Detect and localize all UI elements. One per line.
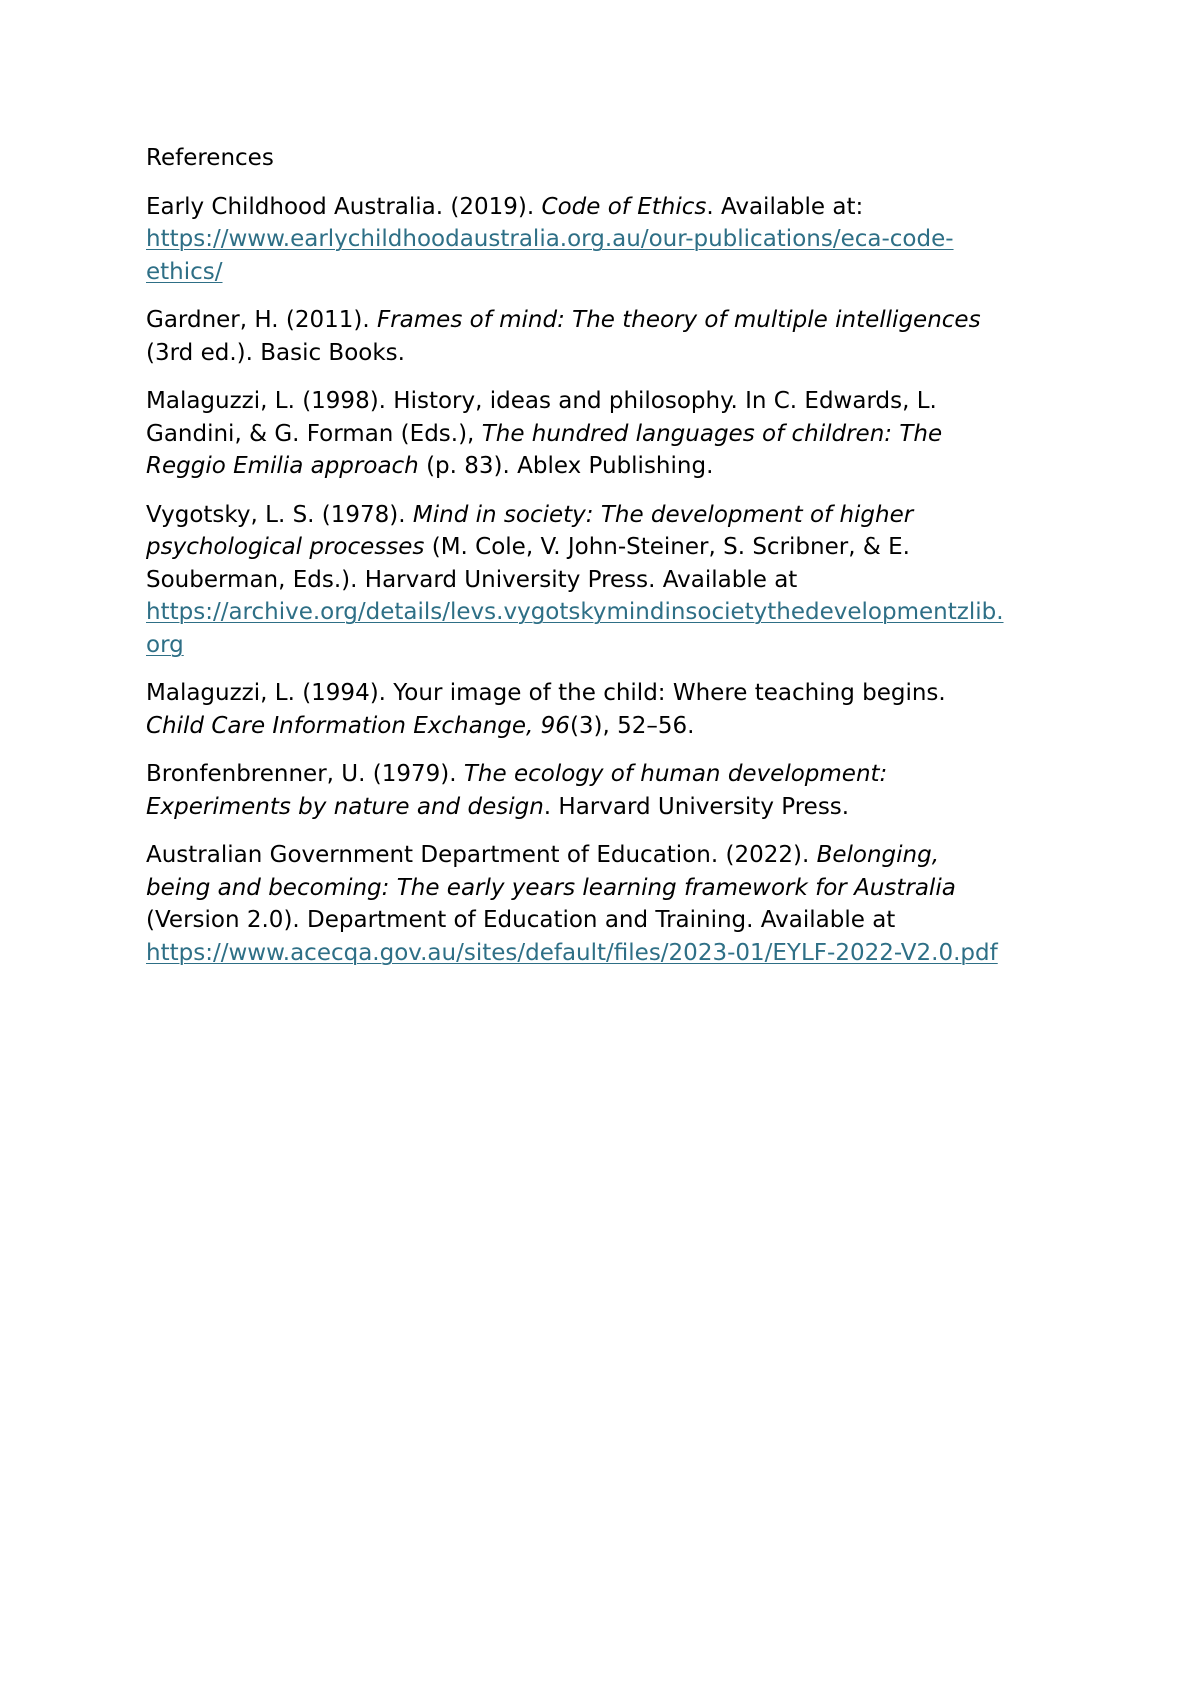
reference-title-italic: psychological processes	[146, 534, 425, 560]
reference-line	[146, 418, 1076, 451]
reference-text: Bronfenbrenner, U. (1979).	[146, 761, 464, 787]
reference-text: Vygotsky, L. S. (1978).	[146, 501, 413, 528]
reference-line	[146, 596, 1076, 629]
reference-entry	[146, 385, 1076, 483]
reference-entry	[146, 758, 1076, 823]
reference-link[interactable]: https://www.acecqa.gov.au/sites/default/files/2023-01/EYLF-2022-V2.0.pdf	[146, 939, 998, 966]
reference-entry	[146, 499, 1076, 662]
reference-text: Early Childhood Australia. (2019).	[146, 193, 542, 220]
reference-line	[146, 839, 1076, 872]
reference-line	[146, 499, 1076, 532]
reference-line	[146, 256, 1076, 289]
reference-line	[146, 677, 1076, 710]
reference-line	[146, 564, 1076, 597]
reference-line	[146, 385, 1076, 418]
reference-line	[146, 791, 1076, 824]
reference-title-italic: The hundred languages of children: The	[481, 420, 943, 447]
reference-title-italic: Reggio Emilia approach	[146, 453, 419, 479]
reference-text: Gandini, & G. Forman (Eds.),	[146, 420, 482, 447]
reference-entry	[146, 677, 1076, 742]
reference-title-italic: Child Care Information Exchange, 96	[146, 712, 570, 739]
reference-title-italic: being and becoming: The early years learning framework for Australia	[146, 874, 956, 901]
reference-text: (M. Cole, V. John-Steiner, S. Scribner, & E.	[424, 534, 910, 560]
reference-title-italic: Belonging,	[816, 842, 940, 868]
reference-text: Malaguzzi, L. (1994). Your image of the child: Where teaching begins.	[146, 680, 946, 706]
reference-text: (Version 2.0). Department of Education and Training. Available at	[146, 907, 896, 933]
reference-line	[146, 629, 1076, 662]
reference-list	[146, 191, 1076, 970]
reference-text: Souberman, Eds.). Harvard University Press. Available at	[146, 566, 798, 593]
reference-line	[146, 304, 1076, 337]
references-section	[146, 142, 1076, 985]
reference-text: Australian Government Department of Education. (2022).	[146, 842, 817, 868]
reference-text: Gardner, H. (2011).	[146, 307, 377, 333]
reference-text: . Available at:	[706, 193, 864, 220]
reference-text: . Harvard University Press.	[543, 793, 850, 820]
reference-line	[146, 450, 1076, 483]
reference-link[interactable]: https://archive.org/details/levs.vygotskymindinsocietythedevelopmentzlib.	[146, 599, 1004, 625]
reference-line	[146, 758, 1076, 791]
reference-line	[146, 223, 1076, 256]
reference-text: Malaguzzi, L. (1998). History, ideas and philosophy. In C. Edwards, L.	[146, 388, 937, 414]
reference-entry	[146, 191, 1076, 289]
reference-link[interactable]: ethics/	[146, 258, 223, 285]
reference-title-italic: The ecology of human development:	[463, 761, 888, 787]
reference-title-italic: Code of Ethics	[541, 193, 707, 220]
reference-line	[146, 531, 1076, 564]
reference-line	[146, 191, 1076, 224]
references-heading: References	[146, 145, 274, 171]
reference-title-italic: Mind in society: The development of higher	[412, 501, 914, 528]
reference-line	[146, 710, 1076, 743]
reference-line	[146, 872, 1076, 905]
reference-title-italic: Frames of mind: The theory of multiple intelligences	[377, 307, 981, 333]
reference-link[interactable]: org	[146, 631, 184, 658]
reference-text: (3), 52–56.	[569, 712, 695, 739]
reference-line	[146, 904, 1076, 937]
reference-entry	[146, 839, 1076, 969]
reference-title-italic: Experiments by nature and design	[146, 793, 544, 820]
reference-text: (p. 83). Ablex Publishing.	[418, 453, 714, 479]
reference-text: (3rd ed.). Basic Books.	[146, 339, 405, 366]
reference-entry	[146, 304, 1076, 369]
reference-line	[146, 337, 1076, 370]
reference-link[interactable]: https://www.earlychildhoodaustralia.org.au/our-publications/eca-code-	[146, 226, 954, 252]
reference-line	[146, 937, 1076, 970]
